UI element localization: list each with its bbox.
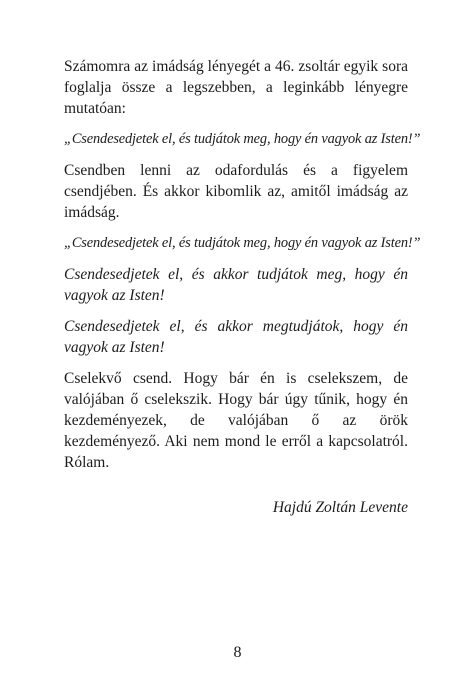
page-number: 8 [233,644,242,661]
quote-variation-two: Csendesedjetek el, és akkor megtudjátok, hogy én vagyok az Isten! [64,318,408,356]
quote-variation-one: Csendesedjetek el, és akkor tudjátok meg, hogy én vagyok az Isten! [64,266,408,304]
quote-psalm-46-repeat: „Csendesedjetek el, és tudjátok meg, hogy én vagyok az Isten!” [64,235,421,251]
paragraph-active-silence: Cselekvő csend. Hogy bár én is cselekszem, de valójában ő cselekszik. Hogy bár úgy tűnik, hogy én kezdeményezek, de valójában ő az örök kezdeményező. Aki nem mond le erről a kapcsolatról. Rólam. [64,370,408,471]
paragraph-intro: Számomra az imádság lényegét a 46. zsoltár egyik sora foglalja össze a legszebben, a leginkább lényegre mutatóan: [64,58,408,117]
quote-psalm-46: „Csendesedjetek el, és tudjátok meg, hogy én vagyok az Isten!” [64,131,421,147]
page-body [64,56,421,518]
author-signature: Hajdú Zoltán Levente [272,499,408,516]
paragraph-silence: Csendben lenni az odafordulás és a figyelem csendjében. És akkor kibomlik az, amitől imádság az imádság. [64,162,408,221]
